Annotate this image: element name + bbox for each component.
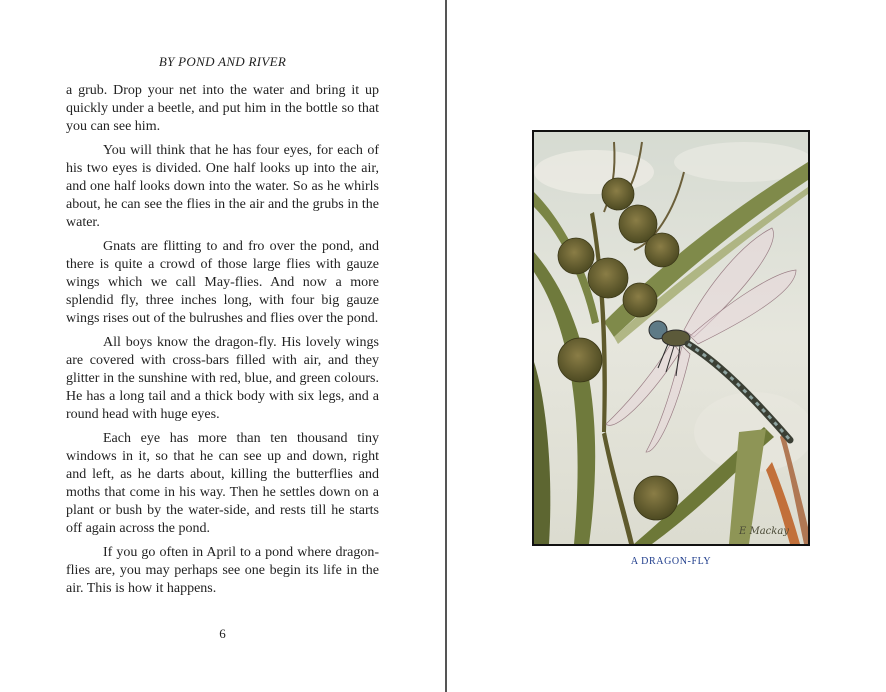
artist-signature: E Mackay — [739, 526, 789, 537]
paragraph-1: a grub. Drop your net into the water and bring it up quickly under a beetle, and put him in the bottle so that you can see him. — [66, 83, 379, 134]
paragraph-3: Gnats are flitting to and fro over the pond, and there is quite a crowd of those large flies with gauze wings which we call May-flies. And now a more splendid fly, three inches long, with four big gauze wings rises out of the bulrushes and flies over the pond. — [66, 239, 379, 326]
dragonfly-illustration — [532, 130, 810, 546]
paragraph-5: Each eye has more than ten thousand tiny windows in it, so that he can see up and down, right and left, as he darts about, killing the butterflies and moths that come in his way. Then he settles down on a plant or bush by the water-side, and rests till he starts off again across the pond. — [66, 431, 379, 536]
plate-caption: A DRAGON-FLY — [630, 556, 712, 567]
paragraph-4: All boys know the dragon-fly. His lovely wings are covered with cross-bars filled with air, and they glitter in the sunshine with red, blue, and green colours. He has a long tail and a thick body with six legs, and a round head with huge eyes. — [66, 335, 379, 422]
paragraph-2: You will think that he has four eyes, for each of his two eyes is divided. One half looks up into the air, and one half looks down into the water. So as he whirls about, he can see the flies in the air and the grubs in the water. — [66, 143, 379, 230]
body-text — [66, 82, 379, 604]
right-page — [447, 0, 886, 692]
running-head: BY POND AND RIVER — [158, 54, 287, 69]
page-number: 6 — [219, 626, 226, 641]
paragraph-6: If you go often in April to a pond where dragon-flies are, you may perhaps see one begin its life in the air. This is how it happens. — [66, 545, 379, 596]
